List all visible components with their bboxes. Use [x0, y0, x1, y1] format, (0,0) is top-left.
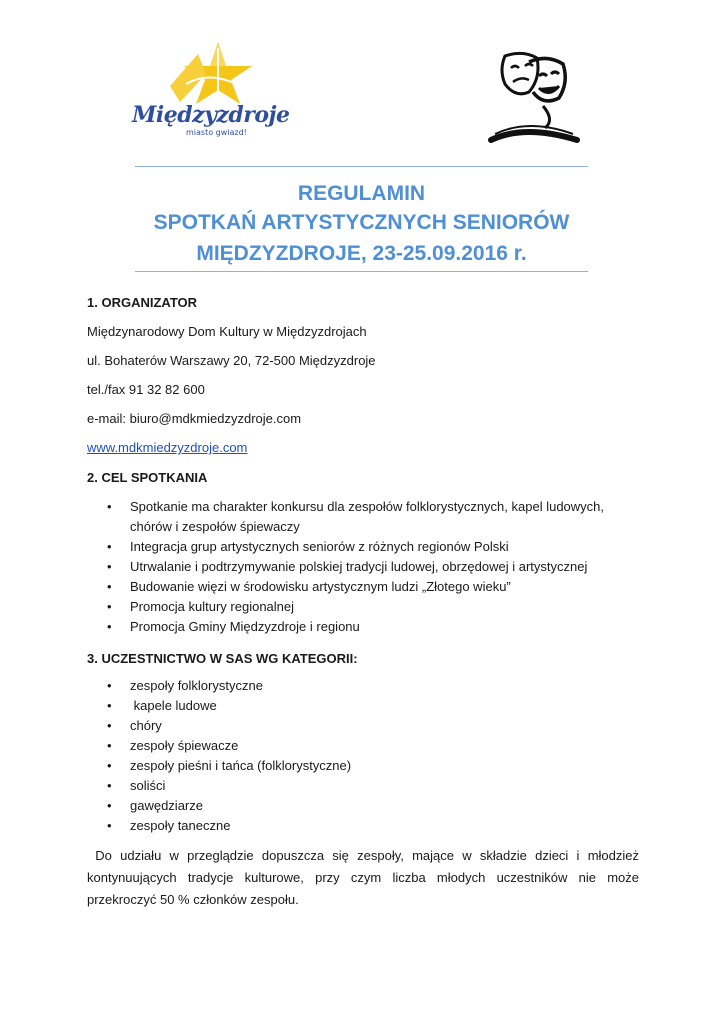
bullet-icon: •: [107, 619, 112, 634]
list-item: • Utrwalanie i podtrzymywanie polskiej tradycji ludowej, obrzędowej i artystycznej: [87, 557, 647, 577]
list-item: • Spotkanie ma charakter konkursu dla zespołów folklorystycznych, kapel ludowych,: [87, 497, 647, 517]
bullet-icon: •: [107, 698, 112, 713]
organizer-address: ul. Bohaterów Warszawy 20, 72-500 Międzyzdroje: [87, 353, 376, 368]
organizer-name: Międzynarodowy Dom Kultury w Międzyzdrojach: [87, 324, 367, 339]
title-rule-top: [135, 166, 588, 167]
goals-list: [87, 497, 647, 637]
logo-wordmark: Międzyzdroje: [132, 102, 290, 128]
bullet-icon: •: [107, 778, 112, 793]
organizer-phone: tel./fax 91 32 82 600: [87, 382, 205, 397]
title-rule-bottom: [135, 271, 588, 272]
list-item: • gawędziarze: [87, 796, 647, 816]
bullet-icon: •: [107, 539, 112, 554]
section-1-heading: 1. ORGANIZATOR: [87, 295, 198, 310]
list-item: • Budowanie więzi w środowisku artystycznym ludzi „Złotego wieku”: [87, 577, 647, 597]
participation-paragraph: Do udziału w przeglądzie dopuszcza się zespoły, mające w składzie dzieci i młodzież kontynuujących tradycje kulturowe, przy czym liczba młodych uczestników nie może przekroczyć 50 % członków zespołu.: [87, 848, 643, 907]
list-item: • zespoły taneczne: [87, 816, 647, 836]
categories-list: [87, 676, 647, 836]
bullet-icon: •: [107, 559, 112, 574]
organizer-email: e-mail: biuro@mdkmiedzyzdroje.com: [87, 411, 302, 426]
list-item: • Promocja kultury regionalnej: [87, 597, 647, 617]
list-item: • Promocja Gminy Międzyzdroje i regionu: [87, 617, 647, 637]
list-item: • Integracja grup artystycznych seniorów z różnych regionów Polski: [87, 537, 647, 557]
list-item: • kapele ludowe: [87, 696, 647, 716]
bullet-icon: •: [107, 758, 112, 773]
bullet-icon: •: [107, 738, 112, 753]
bullet-icon: •: [107, 678, 112, 693]
miedzyzdroje-logo: [126, 40, 290, 140]
list-item-continuation: chórów i zespołów śpiewaczy: [130, 519, 300, 534]
theatre-masks-logo: [485, 48, 585, 148]
theatre-masks-icon: [485, 48, 585, 148]
title-line-2: SPOTKAŃ ARTYSTYCZNYCH SENIORÓW: [153, 211, 570, 234]
title-line-3: MIĘDZYZDROJE, 23-25.09.2016 r.: [196, 242, 527, 265]
bullet-icon: •: [107, 798, 112, 813]
organizer-website-link[interactable]: www.mdkmiedzyzdroje.com: [87, 440, 248, 455]
bullet-icon: •: [107, 718, 112, 733]
section-2-heading: 2. CEL SPOTKANIA: [87, 470, 208, 485]
bullet-icon: •: [107, 499, 112, 514]
bullet-icon: •: [107, 818, 112, 833]
list-item: • zespoły folklorystyczne: [87, 676, 647, 696]
section-3-heading: 3. UCZESTNICTWO W SAS WG KATEGORII:: [87, 651, 358, 666]
logo-tagline: miasto gwiazd!: [186, 128, 247, 137]
list-item: • zespoły śpiewacze: [87, 736, 647, 756]
title-line-1: REGULAMIN: [297, 182, 426, 205]
list-item: • soliści: [87, 776, 647, 796]
bullet-icon: •: [107, 579, 112, 594]
list-item: • zespoły pieśni i tańca (folklorystyczne): [87, 756, 647, 776]
bullet-icon: •: [107, 599, 112, 614]
list-item: • chóry: [87, 716, 647, 736]
document-title: [135, 180, 588, 270]
